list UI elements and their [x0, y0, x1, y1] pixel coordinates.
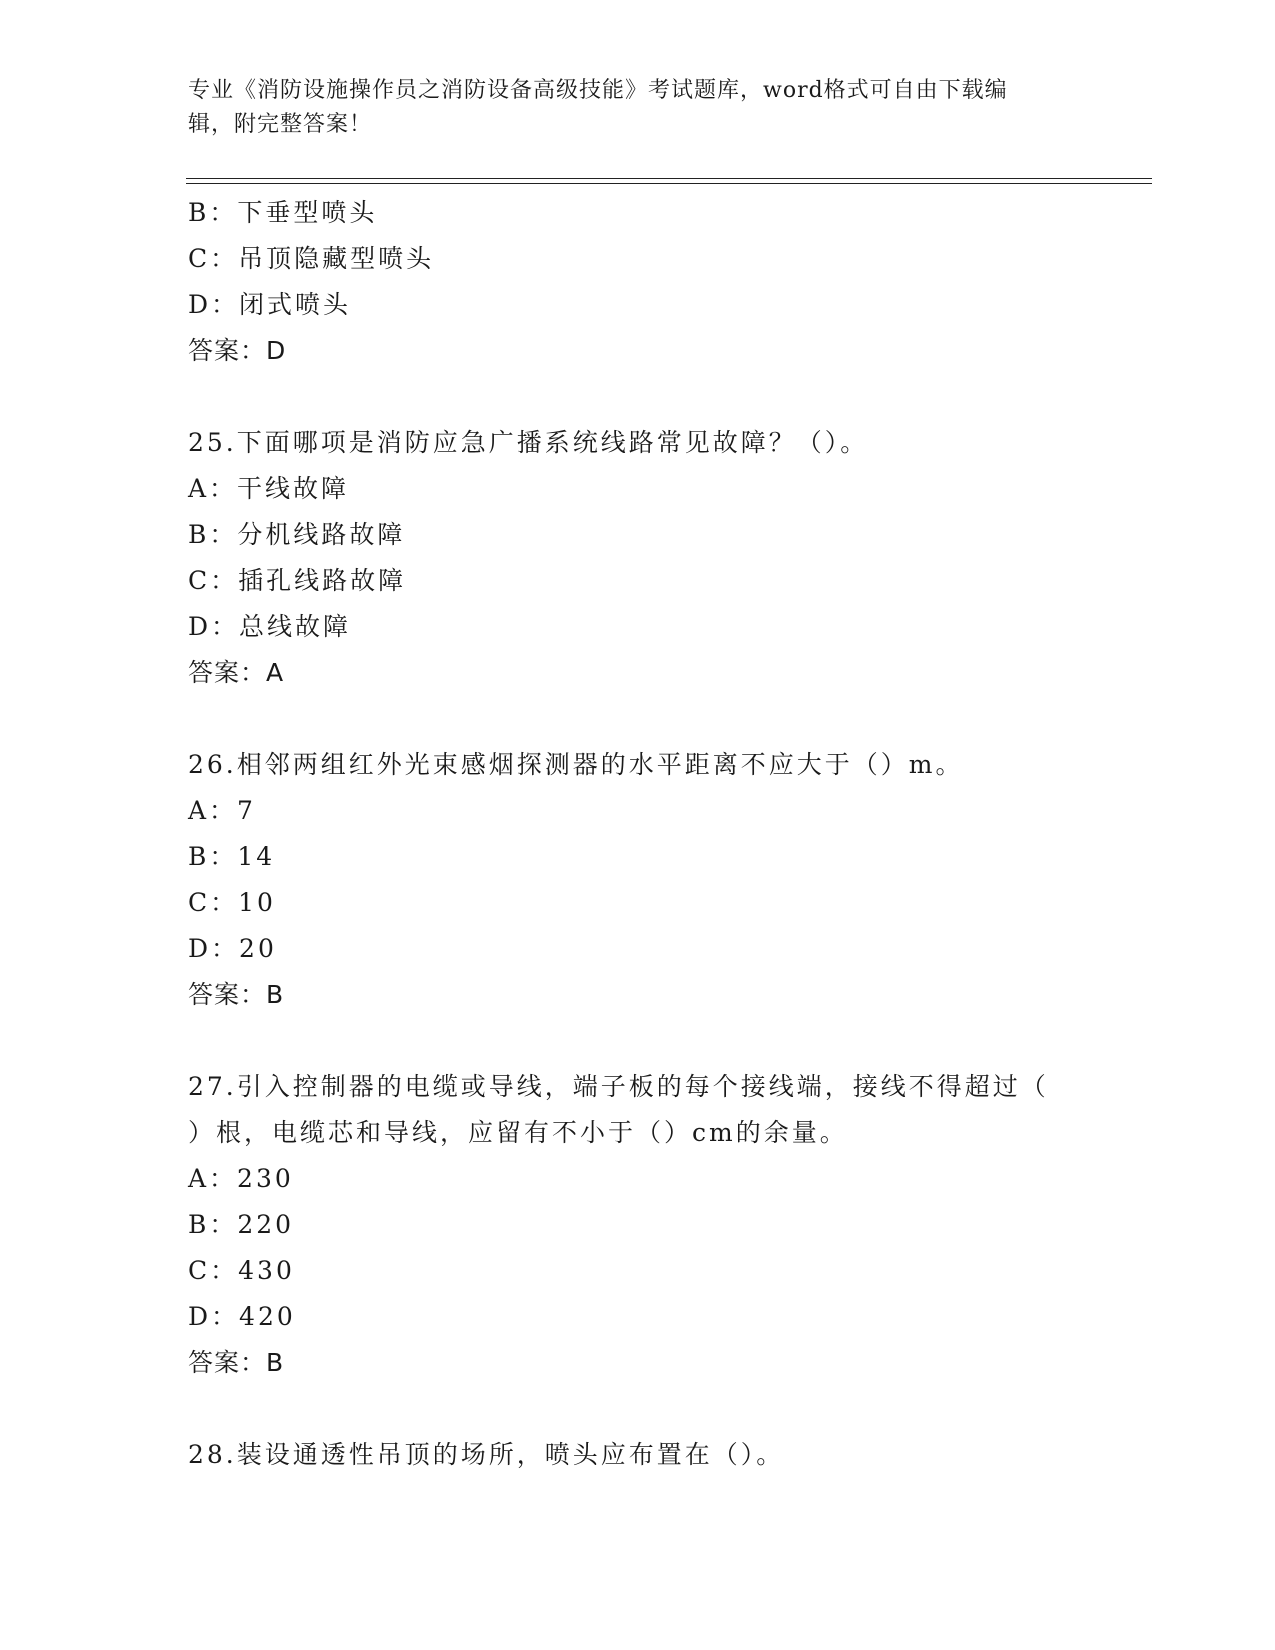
- spacer: [188, 696, 1088, 742]
- answer-line: 答案：B: [188, 1348, 285, 1377]
- question-26: [188, 742, 1088, 1018]
- option-c: C：430: [188, 1256, 295, 1285]
- header-line-2: 辑，附完整答案！: [188, 112, 373, 137]
- option-b: B：220: [188, 1210, 295, 1239]
- question-25: [188, 420, 1088, 696]
- question-text-line-2: ）根，电缆芯和导线，应留有不小于（）cm的余量。: [188, 1118, 848, 1147]
- question-partial: [188, 190, 1088, 374]
- option-a: A：230: [188, 1164, 294, 1193]
- question-list: [188, 190, 1088, 1478]
- option-c: C：插孔线路故障: [188, 566, 407, 595]
- option-b: B：14: [188, 842, 276, 871]
- option-c: C：10: [188, 888, 276, 917]
- spacer: [188, 374, 1088, 420]
- question-text-line-1: 27.引入控制器的电缆或导线，端子板的每个接线端，接线不得超过（: [188, 1072, 1049, 1101]
- option-d: D：420: [188, 1302, 296, 1331]
- answer-line: 答案：A: [188, 658, 285, 687]
- answer-line: 答案：B: [188, 980, 285, 1009]
- header-divider-top: [186, 178, 1152, 179]
- document-header: [188, 74, 1068, 142]
- option-b: B：分机线路故障: [188, 520, 406, 549]
- option-a: A：7: [188, 796, 256, 825]
- option-d: D：闭式喷头: [188, 290, 352, 319]
- option-a: A：干线故障: [188, 474, 350, 503]
- header-divider-bottom: [186, 183, 1152, 184]
- option-d: D：20: [188, 934, 277, 963]
- question-text: 25.下面哪项是消防应急广播系统线路常见故障？（）。: [188, 428, 869, 457]
- option-d: D：总线故障: [188, 612, 352, 641]
- answer-line: 答案：D: [188, 336, 287, 365]
- question-text: 26.相邻两组红外光束感烟探测器的水平距离不应大于（）m。: [188, 750, 964, 779]
- spacer: [188, 1018, 1088, 1064]
- option-b: B：下垂型喷头: [188, 198, 378, 227]
- option-c: C：吊顶隐藏型喷头: [188, 244, 435, 273]
- question-28: [188, 1432, 1088, 1478]
- question-text: 28.装设通透性吊顶的场所，喷头应布置在（）。: [188, 1440, 785, 1469]
- header-line-1: 专业《消防设施操作员之消防设备高级技能》考试题库，word格式可自由下载编: [188, 78, 1008, 103]
- spacer: [188, 1386, 1088, 1432]
- question-27: [188, 1064, 1088, 1386]
